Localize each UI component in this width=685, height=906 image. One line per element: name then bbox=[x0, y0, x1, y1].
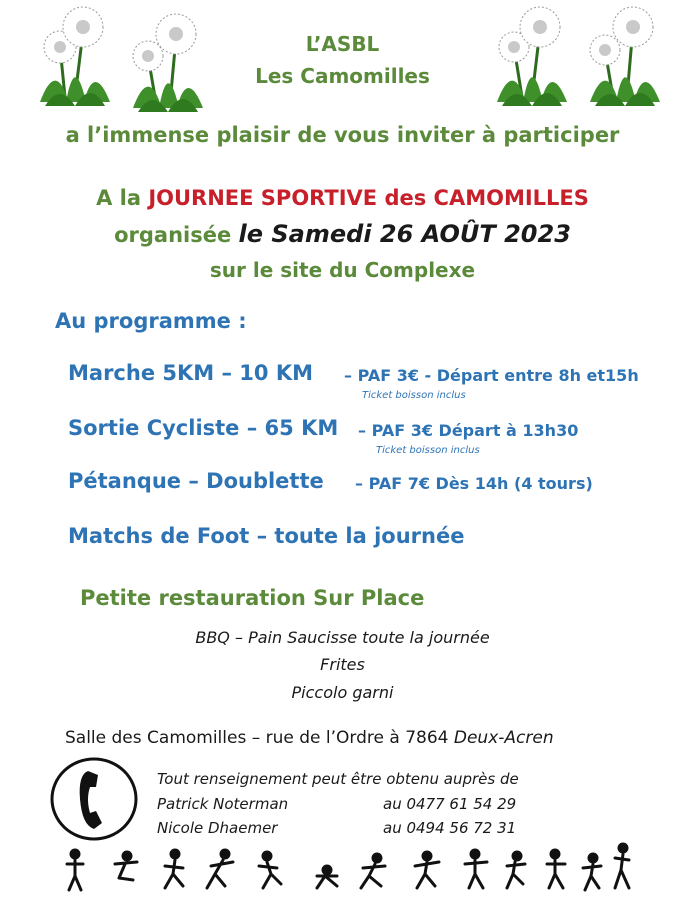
invite-line: a l’immense plaisir de vous inviter à participer bbox=[65, 123, 620, 147]
programme-item-note: Ticket boisson inclus bbox=[376, 445, 480, 456]
event-date-line bbox=[0, 220, 685, 248]
contact-intro: Tout renseignement peut être obtenu auprès de bbox=[157, 770, 519, 788]
food-heading: Petite restauration Sur Place bbox=[80, 586, 425, 610]
event-suffix: des CAMOMILLES bbox=[384, 186, 589, 210]
programme-item-details: – PAF 3€ Départ à 13h30 bbox=[358, 421, 579, 440]
sport-pictogram-icon bbox=[115, 852, 137, 880]
programme-item-title: Matchs de Foot – toute la journée bbox=[68, 524, 465, 548]
programme-item-note: Ticket boisson inclus bbox=[362, 390, 466, 401]
sport-pictograms bbox=[55, 840, 645, 900]
contact-name: Nicole Dhaemer bbox=[157, 819, 278, 837]
contact-phone: au 0494 56 72 31 bbox=[383, 819, 517, 837]
contact-name: Patrick Noterman bbox=[157, 795, 289, 813]
programme-item-title: Marche 5KM – 10 KM bbox=[68, 361, 313, 385]
address-text: Salle des Camomilles – rue de l’Ordre à 7864 bbox=[65, 728, 449, 748]
programme-item-title: Sortie Cycliste – 65 KM bbox=[68, 416, 339, 440]
event-prefix: A la bbox=[96, 186, 142, 210]
programme-item-title: Pétanque – Doublette bbox=[68, 469, 324, 493]
programme-heading: Au programme : bbox=[55, 309, 247, 333]
food-item: BBQ – Pain Saucisse toute la journée bbox=[195, 628, 490, 647]
sport-pictogram-icon bbox=[615, 844, 629, 888]
sport-pictogram-icon bbox=[465, 850, 487, 888]
sport-pictogram-icon bbox=[317, 866, 337, 888]
org-line-1: L’ASBL bbox=[305, 32, 380, 56]
sport-pictogram-icon bbox=[415, 852, 439, 888]
address bbox=[65, 728, 554, 748]
sport-pictogram-icon bbox=[165, 850, 183, 888]
organised-label: organisée bbox=[114, 223, 232, 247]
address-town: Deux-Acren bbox=[453, 728, 554, 748]
sport-pictogram-icon bbox=[259, 852, 281, 888]
telephone-icon bbox=[48, 755, 140, 845]
sport-pictogram-icon bbox=[207, 850, 233, 888]
sport-pictogram-icon bbox=[507, 852, 525, 888]
contact-phone: au 0477 61 54 29 bbox=[383, 795, 517, 813]
daisy-icon bbox=[492, 2, 572, 112]
event-name: JOURNEE SPORTIVE bbox=[148, 186, 378, 210]
daisy-icon bbox=[35, 2, 115, 112]
daisy-icon bbox=[585, 2, 665, 112]
event-site: sur le site du Complexe bbox=[209, 258, 476, 282]
sport-pictogram-icon bbox=[361, 854, 385, 888]
sport-pictogram-icon bbox=[547, 850, 565, 888]
event-title-line bbox=[0, 186, 685, 210]
food-item: Piccolo garni bbox=[291, 683, 394, 702]
daisy-icon bbox=[128, 8, 208, 118]
sport-pictogram-icon bbox=[583, 854, 601, 890]
programme-item-details: – PAF 7€ Dès 14h (4 tours) bbox=[355, 474, 593, 493]
event-date: le Samedi 26 AOÛT 2023 bbox=[238, 220, 571, 248]
org-line-2: Les Camomilles bbox=[255, 64, 430, 88]
food-item: Frites bbox=[320, 655, 365, 674]
sport-pictogram-icon bbox=[67, 850, 83, 890]
programme-item-details: – PAF 3€ - Départ entre 8h et15h bbox=[344, 366, 639, 385]
